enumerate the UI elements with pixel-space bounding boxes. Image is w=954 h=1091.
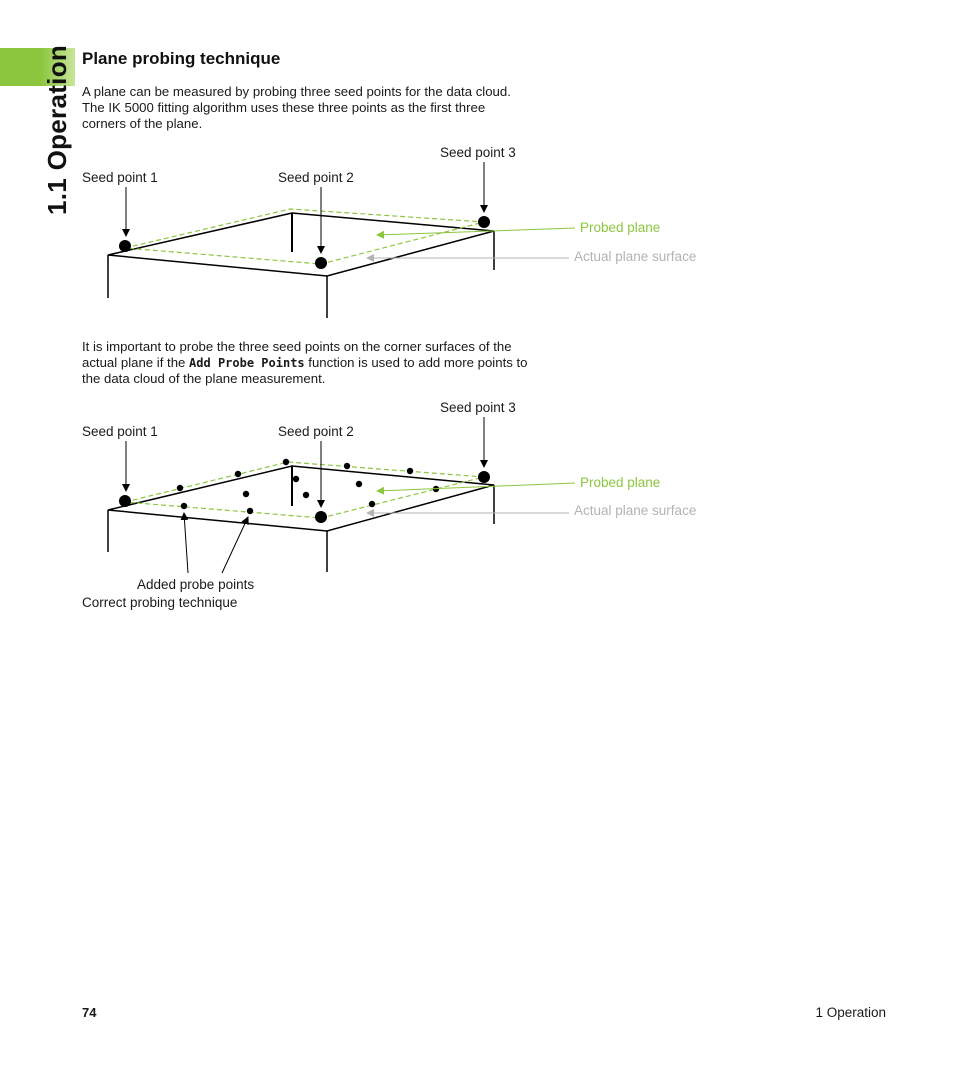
probed-plane-label: Probed plane: [580, 220, 661, 235]
seed-point-2-label-2: Seed point 2: [278, 424, 354, 439]
figure-2-diagram: [0, 395, 954, 595]
seed-point-3-marker-2: [478, 471, 490, 483]
chapter-title: 1.1 Operation: [42, 44, 72, 215]
probe-point: [181, 503, 187, 509]
actual-plane-outline-2: [108, 466, 494, 572]
probe-point: [356, 481, 362, 487]
probe-point: [247, 508, 253, 514]
seed-point-3-label-2: Seed point 3: [440, 400, 516, 415]
probed-plane-label-2: Probed plane: [580, 475, 661, 490]
footer-chapter: 1 Operation: [815, 1005, 886, 1020]
seed-point-1-label: Seed point 1: [82, 170, 158, 185]
actual-plane-outline: [108, 213, 494, 318]
seed-point-1-marker: [119, 240, 131, 252]
intro-paragraph: A plane can be measured by probing three seed points for the data cloud. The IK 5000 fitting algorithm uses these three points as the first three corners of the plane.: [82, 84, 511, 131]
probe-point: [293, 476, 299, 482]
probe-point: [303, 492, 309, 498]
page-number: 74: [82, 1005, 97, 1020]
seed-point-paragraph: [82, 339, 532, 387]
probed-plane-outline: [125, 209, 484, 264]
probe-point: [369, 501, 375, 507]
probe-point: [177, 485, 183, 491]
probe-point: [243, 491, 249, 497]
added-probe-points-arrow-left: [184, 513, 188, 573]
probe-point: [235, 471, 241, 477]
paragraph-text-before: It is important to probe the three seed points on the corner surfaces of the actual plane if the: [82, 339, 512, 370]
seed-point-3-label: Seed point 3: [440, 145, 516, 160]
actual-plane-surface-label-2: Actual plane surface: [574, 503, 697, 518]
probe-point: [344, 463, 350, 469]
figure-1-diagram: [0, 130, 954, 330]
added-probe-points-arrow-right: [222, 517, 248, 573]
section-title: Plane probing technique: [82, 49, 281, 68]
figure-caption: Correct probing technique: [82, 595, 238, 610]
seed-point-1-label-2: Seed point 1: [82, 424, 158, 439]
seed-point-2-label: Seed point 2: [278, 170, 354, 185]
actual-plane-surface-label: Actual plane surface: [574, 249, 697, 264]
probe-point: [283, 459, 289, 465]
seed-point-1-marker-2: [119, 495, 131, 507]
add-probe-points-code: Add Probe Points: [189, 356, 305, 370]
seed-point-2-marker-2: [315, 511, 327, 523]
paragraph-text-after: function is used to add more points to the data cloud of the plane measurement.: [82, 355, 528, 386]
seed-point-3-marker: [478, 216, 490, 228]
seed-point-2-marker: [315, 257, 327, 269]
added-probe-points-label: Added probe points: [137, 577, 255, 592]
probe-point: [407, 468, 413, 474]
